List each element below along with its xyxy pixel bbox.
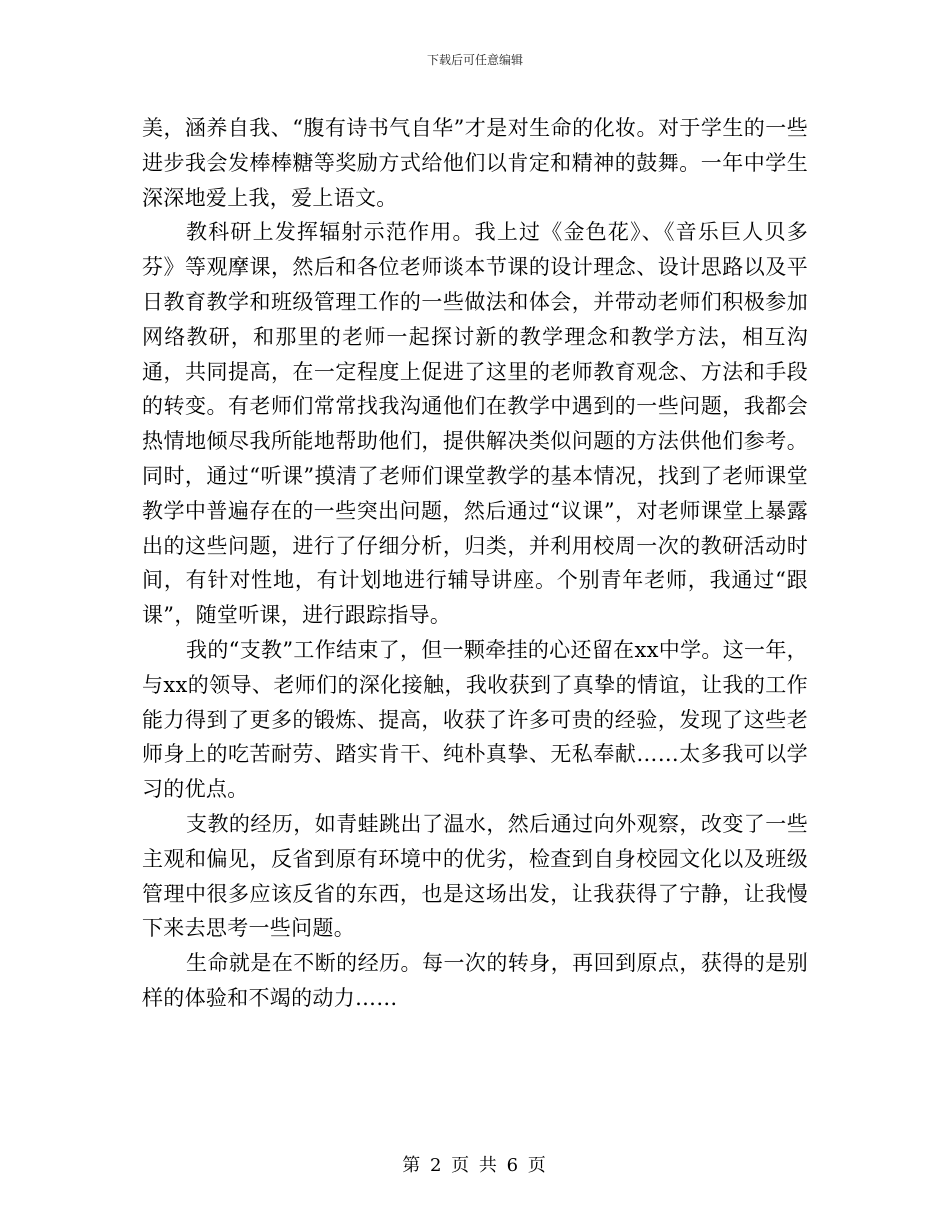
page-number-footer: 第 2 页 共 6 页: [402, 1155, 548, 1176]
document-body: [142, 111, 808, 1016]
header-note: 下载后可任意编辑: [426, 53, 523, 67]
paragraph-conclusion: 生命就是在不断的经历。每一次的转身，再回到原点，获得的是别样的体验和不竭的动力……: [142, 951, 808, 1010]
paragraph-continuation: 美，涵养自我、“腹有诗书气自华”才是对生命的化妆。对于学生的一些进步我会发棒棒糖等奖励方式给他们以肯定和精神的鼓舞。一年中学生深深地爱上我，爱上语文。: [142, 116, 808, 210]
paragraph-experience-reflection: 支教的经历，如青蛙跳出了温水，然后通过向外观察，改变了一些主观和偏见，反省到原有环境中的优劣，检查到自身校园文化以及班级管理中很多应该反省的东西，也是这场出发，让我获得了宁静，让我慢下来去思考一些问题。: [142, 811, 808, 941]
paragraph-teaching-research: 教科研上发挥辐射示范作用。我上过《金色花》、《音乐巨人贝多芬》等观摩课，然后和各位老师谈本节课的设计理念、设计思路以及平日教育教学和班级管理工作的一些做法和体会，并带动老师们积极参加网络教研，和那里的老师一起探讨新的教学理念和教学方法，相互沟通，共同提高，在一定程度上促进了这里的老师教育观念、方法和手段的转变。有老师们常常找我沟通他们在教学中遇到的一些问题，我都会热情地倾尽我所能地帮助他们，提供解决类似问题的方法供他们参考。同时，通过“听课”摸清了老师们课堂教学的基本情况，找到了老师课堂教学中普遍存在的一些突出问题，然后通过“议课”，对老师课堂上暴露出的这些问题，进行了仔细分析，归类，并利用校周一次的教研活动时间，有针对性地，有计划地进行辅导讲座。个别青年老师，我通过“跟课”，随堂听课，进行跟踪指导。: [142, 220, 808, 628]
paragraph-support-teaching-end: 我的“支教”工作结束了，但一颗牵挂的心还留在xx中学。这一年，与xx的领导、老师们的深化接触，我收获到了真挚的情谊，让我的工作能力得到了更多的锻炼、提高，收获了许多可贵的经验，发现了这些老师身上的吃苦耐劳、踏实肯干、纯朴真挚、无私奉献……太多我可以学习的优点。: [142, 637, 808, 802]
